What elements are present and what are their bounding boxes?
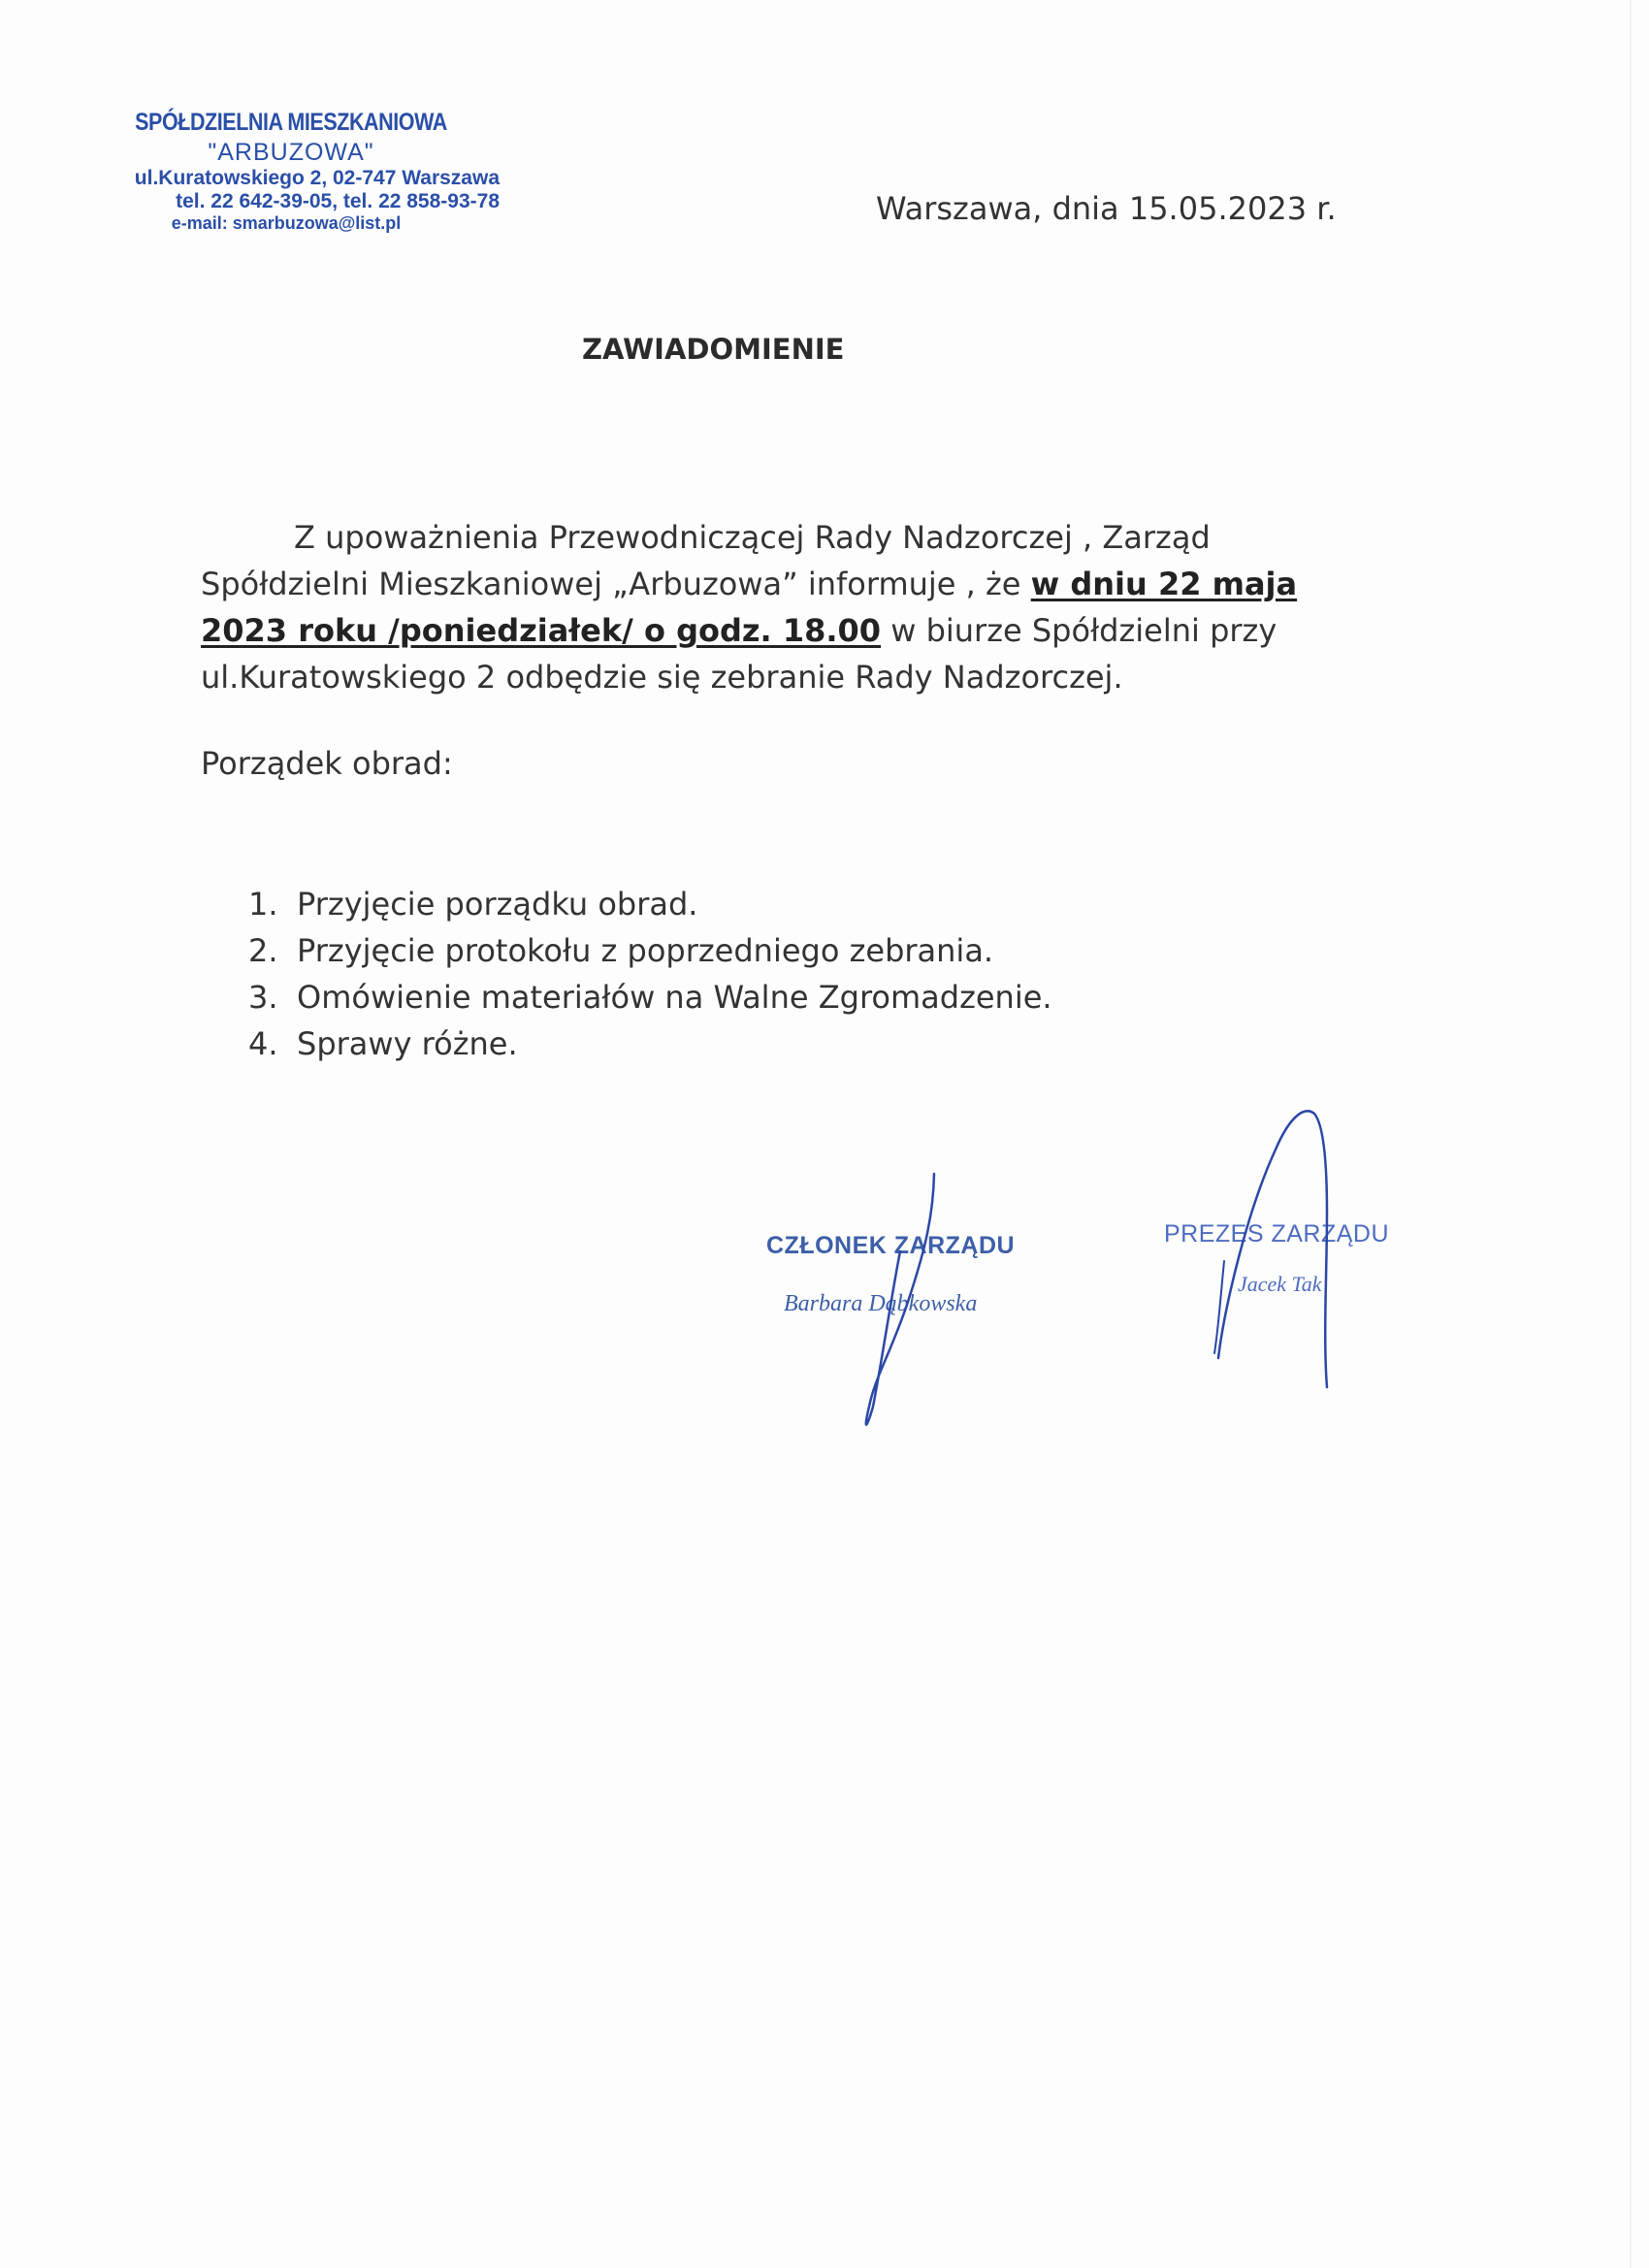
board-member-role: CZŁONEK ZARZĄDU: [766, 1232, 1016, 1259]
stamp-org-short-name: "ARBUZOWA": [208, 139, 374, 166]
notice-body: [201, 514, 1365, 700]
agenda-list: [248, 881, 1052, 1067]
agenda-heading: Porządek obrad:: [201, 745, 453, 782]
document-date: Warszawa, dnia 15.05.2023 r.: [876, 190, 1337, 227]
document-title: ZAWIADOMIENIE: [582, 333, 845, 366]
notice-body-intro: Z upoważnienia Przewodniczącej Rady Nadzorczej , Zarząd Spółdzielni Mieszkaniowej „Arbuzowa” informuje , że: [201, 519, 1211, 602]
notice-body-location: w biurze Spółdzielni przy ul.Kuratowskiego 2 odbędzie się zebranie Rady Nadzorczej.: [201, 612, 1277, 696]
agenda-item: 3. Omówienie materiałów na Walne Zgromadzenie.: [248, 979, 1052, 1016]
agenda-item: 4. Sprawy różne.: [248, 1025, 518, 1062]
agenda-item: 2. Przyjęcie protokołu z poprzedniego zebrania.: [248, 932, 994, 969]
notice-body-meeting-time: w dniu 22 maja 2023 roku /poniedziałek/ o godz. 18.00: [201, 566, 1298, 649]
board-member-stamp: [766, 1232, 1086, 1317]
board-member-name: Barbara Dąbkowska: [784, 1291, 978, 1316]
cooperative-stamp: [82, 109, 500, 234]
scan-edge: [1630, 0, 1632, 2268]
stamp-phones: tel. 22 642-39-05, tel. 22 858-93-78: [176, 190, 500, 212]
agenda-item: 1. Przyjęcie porządku obrad.: [248, 886, 698, 923]
stamp-address: ul.Kuratowskiego 2, 02-747 Warszawa: [134, 167, 500, 189]
stamp-email: e-mail: smarbuzowa@list.pl: [171, 213, 402, 233]
board-president-stamp: [1164, 1220, 1455, 1297]
board-president-name: Jacek Tak: [1238, 1272, 1322, 1296]
stamp-org-name: SPÓŁDZIELNIA MIESZKANIOWA: [135, 109, 447, 136]
board-president-role: PREZES ZARZĄDU: [1164, 1220, 1390, 1247]
